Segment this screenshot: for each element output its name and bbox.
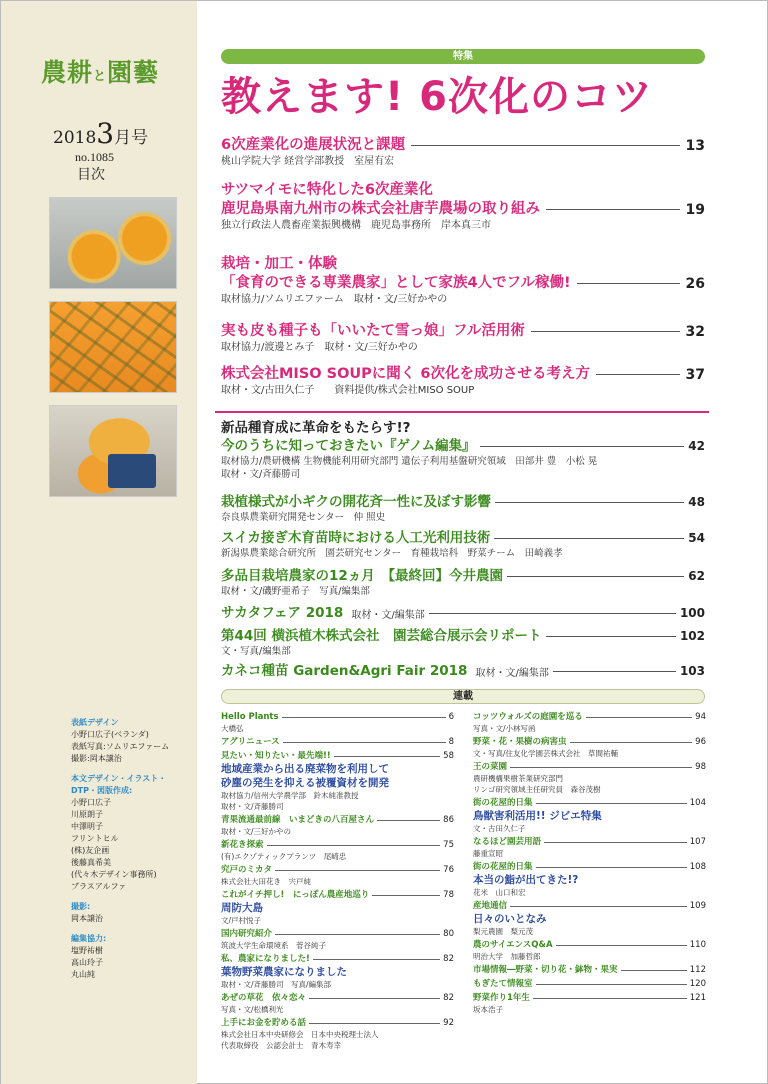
page-number: 96 <box>695 737 706 747</box>
serial-entry[interactable] <box>221 928 454 951</box>
page-number: 112 <box>689 965 706 975</box>
article-entry[interactable]: 栽植様式が小ギクの開花斉一性に及ぼす影響 48 奈良県農業研究開発センター 仲 照史 <box>221 494 705 523</box>
serial-entry[interactable] <box>221 736 454 748</box>
serial-byline: リンゴ研究領域主任研究員 森谷茂樹 <box>473 785 601 794</box>
serial-title: 新花き探索 <box>221 840 264 850</box>
leader-line <box>372 895 440 896</box>
serial-title: アグリニュース <box>221 737 280 747</box>
serial-byline: 文/戸村悦子 <box>221 916 262 925</box>
serial-subtitle: 砂塵の発生を抑える被覆資材を開発 <box>221 777 389 789</box>
serial-byline: 明治大学 加藤哲郎 <box>473 952 541 961</box>
toc-label: 目次 <box>77 167 105 183</box>
page-number: 75 <box>443 840 454 850</box>
leader-line <box>282 717 446 718</box>
serial-byline: 藤重宣昭 <box>473 849 503 858</box>
credit-line: 塩野祐樹 <box>71 946 103 955</box>
article-entry[interactable]: 新品種育成に革命をもたらす!? 今のうちに知っておきたい『ゲノム編集』 42 取材協力/農研機構 生物機能利用研究部門 遺伝子利用基盤研究領域 田部井 豊 小松 晃 取材・文/斉藤勝司 <box>221 420 705 480</box>
leader-line <box>309 1023 440 1024</box>
article-entry[interactable]: サカタフェア 2018 取材・文/編集部 100 <box>221 605 705 621</box>
serial-entry[interactable] <box>473 736 706 759</box>
serial-byline: 株式会社日本中央研修会 日本中央税理士法人 <box>221 1030 379 1039</box>
page-number: 107 <box>689 837 706 847</box>
issue-number: no.1085 <box>75 150 114 164</box>
serial-title: 野菜作り1年生 <box>473 993 530 1003</box>
leader-line <box>570 742 693 743</box>
leader-line <box>334 756 440 757</box>
credit-line: 表紙写真:ソムリエファーム <box>71 742 170 751</box>
serial-subtitle: 周防大島 <box>221 902 263 914</box>
credit-line: 後藤真希美 <box>71 858 111 867</box>
credit-line: 中澤明子 <box>71 822 103 831</box>
page-number: 108 <box>689 862 706 872</box>
serial-column-left <box>221 711 454 1053</box>
credit-line: 岡本譲治 <box>71 914 103 923</box>
serial-byline: 取材・文/三好かやの <box>221 827 292 836</box>
serial-entry[interactable] <box>473 978 706 990</box>
serial-byline: 写真・文/小林写函 <box>473 724 536 733</box>
credit-line: 川原朗子 <box>71 810 103 819</box>
serial-title: 街の花屋的日集 <box>473 798 533 808</box>
serial-byline: 坂本浩子 <box>473 1005 503 1014</box>
credit-heading: 撮影: <box>71 902 91 911</box>
serial-entry[interactable] <box>221 711 454 734</box>
pumpkin-pieces-photo <box>49 301 177 393</box>
serial-entry[interactable] <box>473 761 706 795</box>
page-number: 110 <box>689 940 706 950</box>
serial-title: 私、農家になりました! <box>221 954 310 964</box>
serial-subtitle: 地域産業から出る廃菜物を利用して <box>221 763 389 775</box>
credit-line: 撮影:岡本譲治 <box>71 754 122 763</box>
serial-entry[interactable] <box>473 836 706 859</box>
page-number: 104 <box>689 798 706 808</box>
serial-byline: (有)エクゾティックプランツ 尾崎忠 <box>221 852 347 861</box>
serial-title: なるほど園芸用語 <box>473 837 542 847</box>
page-number: 78 <box>443 890 454 900</box>
serial-byline: 農研機構果樹茶業研究部門 <box>473 774 563 783</box>
serial-title: Hello Plants <box>221 712 279 722</box>
serial-title: 街の花屋的日集 <box>473 862 533 872</box>
leader-line <box>283 742 446 743</box>
credit-heading: 編集協力: <box>71 934 107 943</box>
credit-line: 小野口広子(ベランダ) <box>71 730 149 739</box>
serial-subtitle: 鳥獣害利活用!! ジビエ特集 <box>473 810 602 822</box>
serial-byline: 梨元農園 梨元茂 <box>473 927 533 936</box>
leader-line <box>510 767 692 768</box>
serial-title: 究戸のミカタ <box>221 865 273 875</box>
serial-byline: 株式会社大田花き 宍戸純 <box>221 877 311 886</box>
serial-byline: 筑波大学生命環境系 菅谷純子 <box>221 941 326 950</box>
feature-headline: 教えます! 6次化のコツ <box>221 74 653 120</box>
serial-title: 農のサイエンスQ&A <box>473 940 553 950</box>
page-number: 82 <box>443 954 454 964</box>
serial-entry[interactable] <box>221 839 454 862</box>
page-number: 58 <box>443 751 454 761</box>
credit-line: 高山玲子 <box>71 958 103 967</box>
pumpkin-package-photo <box>49 405 177 497</box>
serial-byline: 取材・文/斉藤勝司 写真/編集部 <box>221 980 332 989</box>
serial-entry[interactable] <box>221 750 454 812</box>
leader-line <box>510 906 687 907</box>
serial-title: あぜの草花 依々恋々 <box>221 993 307 1003</box>
leader-line <box>536 803 687 804</box>
credit-line: 小野口広子 <box>71 798 111 807</box>
serial-entry[interactable] <box>221 889 454 926</box>
page-number: 80 <box>443 929 454 939</box>
leader-line <box>275 934 440 935</box>
credits <box>71 717 197 981</box>
serial-subtitle: 日々のいとなみ <box>473 913 547 925</box>
serial-title: 見たい・知りたい・最先端!! <box>221 751 331 761</box>
serial-entry[interactable] <box>473 861 706 898</box>
feature-entry[interactable]: 株式会社MISO SOUPに聞く 6次化を成功させる考え方 37 取材・文/古田久仁子 資料提供/株式会社MISO SOUP <box>221 366 705 396</box>
serial-entry[interactable] <box>473 711 706 734</box>
serial-entry[interactable] <box>473 939 706 962</box>
page-number: 82 <box>443 993 454 1003</box>
page-number: 8 <box>448 737 454 747</box>
serial-title: 王の菜園 <box>473 762 508 772</box>
page-number: 121 <box>689 993 706 1003</box>
credit-line: フリントヒル <box>71 834 119 843</box>
serial-entry[interactable] <box>473 797 706 834</box>
serial-title: もぎたて情報室 <box>473 979 533 989</box>
credit-line: ブラスアルファ <box>71 882 127 891</box>
serial-entry[interactable] <box>221 864 454 887</box>
feature-label: 特集 <box>221 49 705 64</box>
leader-line <box>544 842 687 843</box>
feature-entry[interactable]: サツマイモに特化した6次産業化 鹿児島県南九州市の株式会社唐芋農場の取り組み 19 独立行政法人農畜産業振興機構 鹿児島事務所 岸本真三市 <box>221 182 705 231</box>
serial-title: これがイチ押し! にっぽん農産地巡り <box>221 890 370 900</box>
page-number: 98 <box>695 762 706 772</box>
page-number: 109 <box>689 901 706 911</box>
serial-label: 連載 <box>221 689 705 704</box>
serial-entry[interactable] <box>473 992 706 1015</box>
serial-entry[interactable] <box>221 814 454 837</box>
serial-subtitle: 本当の鮨が出てきた!? <box>473 874 579 886</box>
magazine-title: 農耕と園藝 <box>41 58 160 87</box>
issue-date: 20183月号 <box>53 117 149 150</box>
credit-heading: 本文デザイン・イラスト・ <box>71 774 167 783</box>
credit-heading: 表紙デザイン <box>71 718 119 727</box>
credit-heading: DTP・図版作成: <box>71 786 133 795</box>
serial-title: 市場情報―野菜・切り花・鉢物・果実 <box>473 965 618 975</box>
serial-byline: 取材協力/信州大学農学部 鈴木純准教授 <box>221 791 359 800</box>
leader-line <box>586 717 692 718</box>
serial-byline: 文・古田久仁子 <box>473 824 526 833</box>
serial-entry[interactable] <box>473 964 706 976</box>
serial-byline: 写真・文/松橋利光 <box>221 1005 284 1014</box>
serial-title: 上手にお金を貯める話 <box>221 1018 307 1028</box>
serial-column-right <box>473 711 706 1017</box>
article-entry[interactable]: 第44回 横浜植木株式会社 園芸総合展示会リポート 102 文・写真/編集部 <box>221 628 705 657</box>
serial-subtitle: 葉物野菜農家になりました <box>221 966 347 978</box>
serial-title: 産地通信 <box>473 901 508 911</box>
serial-byline: 花米 山口和宏 <box>473 888 526 897</box>
serial-entry[interactable] <box>221 953 454 990</box>
serial-byline: 大橋弘 <box>221 724 244 733</box>
feature-entry[interactable]: 実も皮も種子も「いいたて雪っ娘」フル活用術 32 取材協力/渡邊とみ子 取材・文/三好かやの <box>221 323 705 353</box>
leader-line <box>275 870 440 871</box>
page-number: 120 <box>689 979 706 989</box>
serial-byline: 文・写真/住友化学園芸株式会社 草間祐輔 <box>473 749 619 758</box>
serial-entry[interactable] <box>221 1017 454 1051</box>
page-number: 76 <box>443 865 454 875</box>
credit-line: (代々木デザイン事務所) <box>71 870 157 879</box>
leader-line <box>533 998 687 999</box>
credit-line: 丸山純 <box>71 970 95 979</box>
leader-line <box>313 959 440 960</box>
pumpkin-cut-photo <box>49 197 177 289</box>
serial-title: コッツウォルズの庭園を巡る <box>473 712 583 722</box>
leader-line <box>536 867 687 868</box>
page-number: 6 <box>448 712 454 722</box>
serial-byline: 取材・文/斉藤勝司 <box>221 802 284 811</box>
sidebar <box>1 1 197 1084</box>
leader-line <box>267 845 441 846</box>
page-number: 94 <box>695 712 706 722</box>
page-number: 92 <box>443 1018 454 1028</box>
serial-entry[interactable] <box>473 900 706 937</box>
page-number: 86 <box>443 815 454 825</box>
leader-line <box>536 984 687 985</box>
article-entry[interactable]: スイカ接ぎ木育苗時における人工光利用技術 54 新潟県農業総合研究所 園芸研究センター 育種栽培科 野菜チーム 田崎義孝 <box>221 530 705 559</box>
article-entry[interactable]: カネコ種苗 Garden&Agri Fair 2018 取材・文/編集部 103 <box>221 663 705 679</box>
serial-title: 青果流通最前線 いまどきの八百屋さん <box>221 815 375 825</box>
credit-line: (株)友企画 <box>71 846 110 855</box>
section-divider <box>215 411 709 413</box>
serial-byline: 代表取締役 公認会計士 青木寿幸 <box>221 1041 341 1050</box>
leader-line <box>556 945 687 946</box>
feature-entry[interactable]: 6次産業化の進展状況と課題 13 桃山学院大学 経営学部教授 室屋有宏 <box>221 137 705 167</box>
leader-line <box>621 970 687 971</box>
feature-entry[interactable]: 栽培・加工・体験 「食育のできる専業農家」として家族4人でフル稼働! 26 取材協力/ソムリエファーム 取材・文/三好かやの <box>221 256 705 305</box>
serial-entry[interactable] <box>221 992 454 1015</box>
serial-title: 野菜・花・果樹の病害虫 <box>473 737 567 747</box>
article-entry[interactable]: 多品目栽培農家の12ヵ月 【最終回】今井農園 62 取材・文/磯野亜希子 写真/編集部 <box>221 568 705 597</box>
leader-line <box>377 820 440 821</box>
leader-line <box>309 998 440 999</box>
serial-title: 国内研究紹介 <box>221 929 273 939</box>
